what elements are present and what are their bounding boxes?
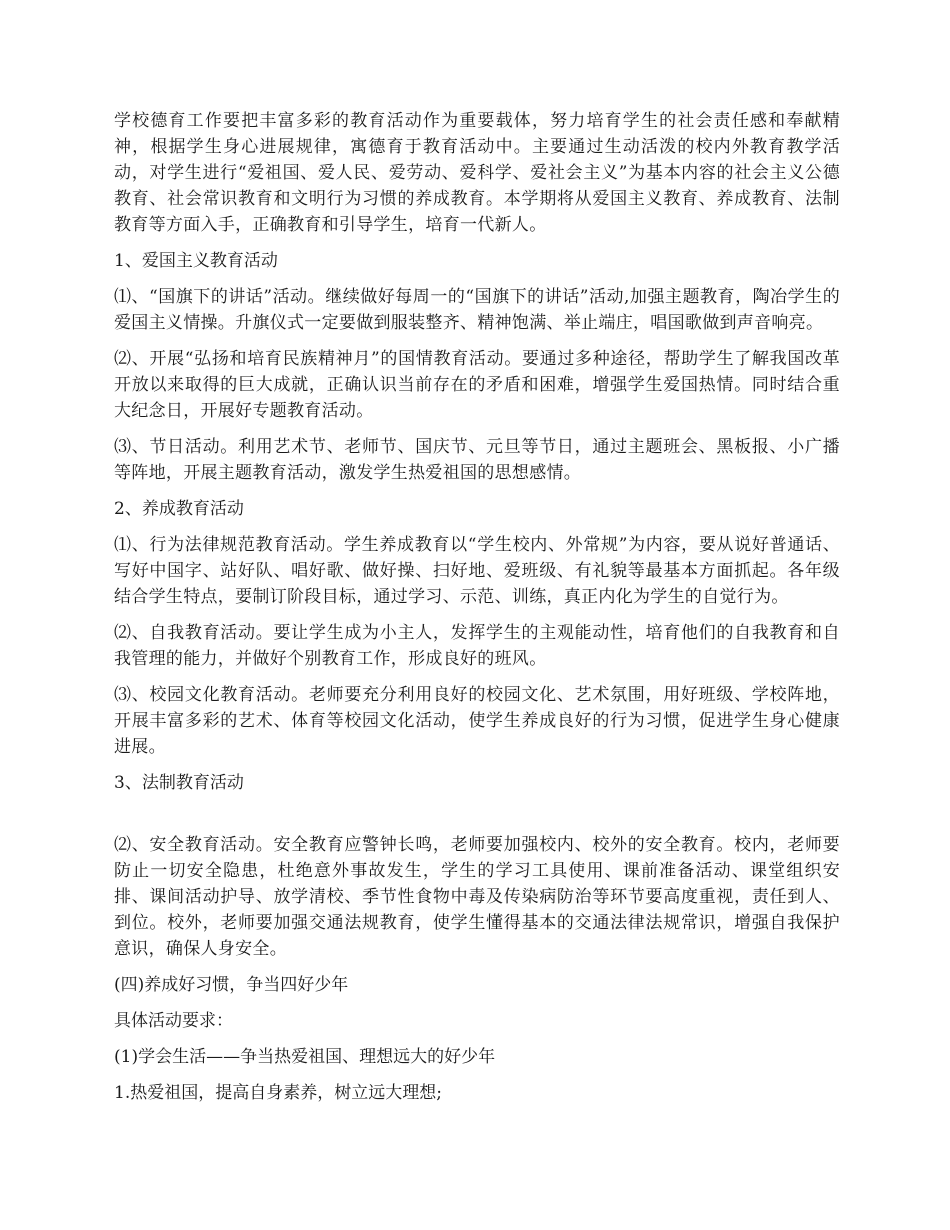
point-love-country: 1.热爱祖国，提高自身素养，树立远大理想; <box>114 1083 442 1103</box>
blank-gap <box>114 806 840 832</box>
patriotism-item-2: ⑵、开展“弘扬和培育民族精神月”的国情教育活动。要通过多种途径，帮助学生了解我国改革开放以来取得的巨大成就，正确认识当前存在的矛盾和困难，增强学生爱国热情。同时结合重大纪念日，开展好专题教育活动。 <box>114 349 840 421</box>
habits-item-3: ⑶、校园文化教育活动。老师要充分利用良好的校园文化、艺术氛围，用好班级、学校阵地，开展丰富多彩的艺术、体育等校园文化活动，使学生养成良好的行为习惯，促进学生身心健康进展。 <box>114 685 840 757</box>
sub-heading-learn-to-live: (1)学会生活——争当热爱祖国、理想远大的好少年 <box>114 1047 496 1067</box>
habits-item-2: ⑵、自我教育活动。要让学生成为小主人，发挥学生的主观能动性，培育他们的自我教育和自我管理的能力，并做好个别教育工作，形成良好的班风。 <box>114 623 840 669</box>
requirements-label: 具体活动要求： <box>114 1011 233 1031</box>
legal-item-safety: ⑵、安全教育活动。安全教育应警钟长鸣，老师要加强校内、校外的安全教育。校内，老师要防止一切安全隐患，杜绝意外事故发生，学生的学习工具使用、课前准备活动、课堂组织安排、课间活动护导、放学清校、季节性食物中毒及传染病防治等环节要高度重视，责任到人、到位。校外，老师要加强交通法规教育，使学生懂得基本的交通法律法规常识，增强自我保护意识，确保人身安全。 <box>114 835 840 959</box>
habits-item-1: ⑴、行为法律规范教育活动。学生养成教育以“学生校内、外常规”为内容，要从说好普通话、写好中国字、站好队、唱好歌、做好操、扫好地、爱班级、有礼貌等最基本方面抓起。各年级结合学生特点，要制订阶段目标，通过学习、示范、训练，真正内化为学生的自觉行为。 <box>114 535 840 607</box>
patriotism-item-3: ⑶、节日活动。利用艺术节、老师节、国庆节、元旦等节日，通过主题班会、黑板报、小广播等阵地，开展主题教育活动，激发学生热爱祖国的思想感情。 <box>114 437 840 483</box>
patriotism-item-1: ⑴、“国旗下的讲话”活动。继续做好每周一的“国旗下的讲话”活动,加强主题教育，陶冶学生的爱国主义情操。升旗仪式一定要做到服装整齐、精神饱满、举止端庄，唱国歌做到声音响亮。 <box>114 287 840 333</box>
section-heading-patriotism: 1、爱国主义教育活动 <box>114 251 278 271</box>
intro-paragraph: 学校德育工作要把丰富多彩的教育活动作为重要载体，努力培育学生的社会责任感和奉献精神，根据学生身心进展规律，寓德育于教育活动中。主要通过生动活泼的校内外教育教学活动，对学生进行“爱祖国、爱人民、爱劳动、爱科学、爱社会主义”为基本内容的社会主义公德教育、社会常识教育和文明行为习惯的养成教育。本学期将从爱国主义教育、养成教育、法制教育等方面入手，正确教育和引导学生，培育一代新人。 <box>114 111 840 235</box>
section-heading-four-good: (四)养成好习惯，争当四好少年 <box>114 975 349 995</box>
section-heading-legal: 3、法制教育活动 <box>114 773 244 793</box>
section-heading-habits: 2、养成教育活动 <box>114 499 244 519</box>
